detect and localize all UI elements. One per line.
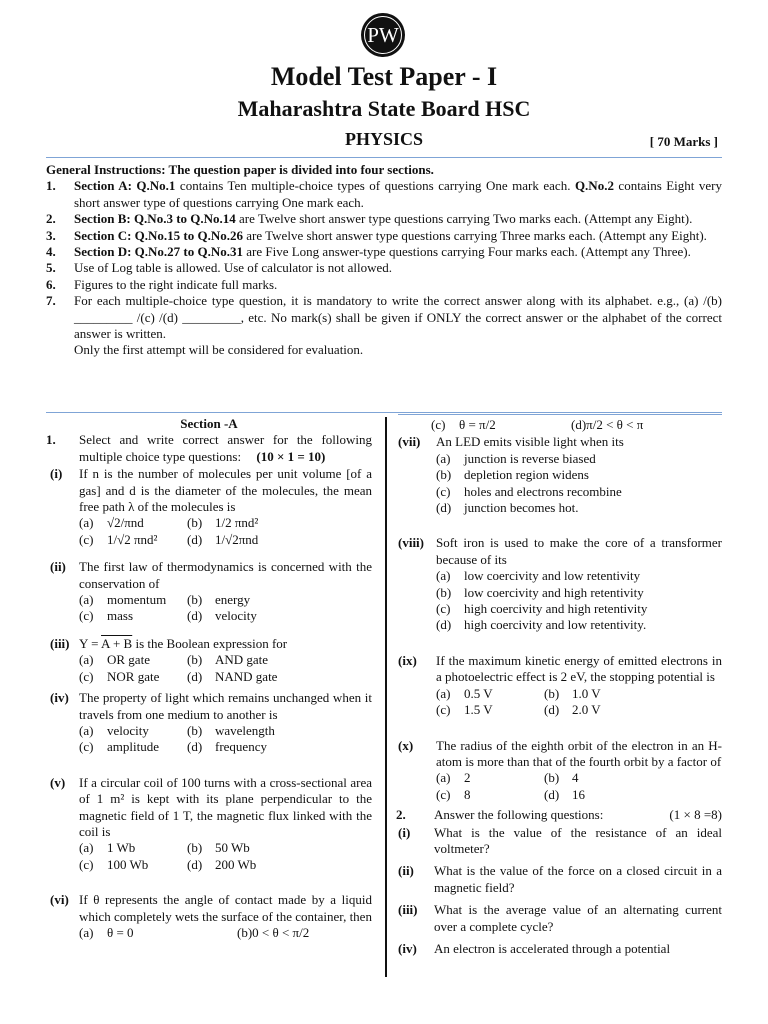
right-column-top-rule	[398, 414, 722, 415]
option-a: (a) junction is reverse biased	[436, 450, 596, 466]
instruction-item: 6. Figures to the right indicate full marks.	[46, 276, 278, 292]
option-b: (b) 50 Wb	[187, 840, 250, 856]
option-b: (b) 1/2 πnd²	[187, 515, 259, 531]
option-c: (c) mass	[79, 608, 133, 624]
subquestion-iii: (iii) Y = A + B is the Boolean expression for (a) OR gate (b) AND gate (c) NOR gate (d) NAND gate	[46, 636, 372, 685]
boolean-expression: Y = A + B	[79, 635, 133, 651]
subquestion-vi: (vi) If θ represents the angle of contact made by a liquid which completely wets the surface of the container, then (a) θ = 0 (b) 0 < θ < π/2	[50, 892, 372, 940]
instruction-note: Only the first attempt will be considered for evaluation.	[74, 342, 364, 358]
subquestion-i: (i) If n is the number of molecules per unit volume [of a gas] and d is the diameter of the molecules, the mean free path λ of the molecules is (a) √2/πnd (b) 1/2 πnd² (c) 1/√2 πnd² (d) 1/√2πnd	[50, 466, 372, 547]
paper-title: Model Test Paper - I	[270, 62, 498, 91]
q2-subquestion-ii: (ii) What is the value of the force on a closed circuit in a magnetic field?	[398, 863, 722, 895]
option-d: (d) NAND gate	[187, 668, 278, 684]
instruction-item: 4. Section D: Q.No.27 to Q.No.31 are Five Long answer-type questions carrying Four marks each. (Attempt any Three).	[46, 244, 691, 260]
instructions-divider	[46, 412, 722, 413]
instruction-item: 1. Section A: Q.No.1 contains Ten multiple-choice types of questions carrying One mark each. Q.No.2 contains Eight very short answer type of questions carrying One mark each.	[46, 178, 722, 210]
option-b: (b) 4	[544, 770, 579, 786]
option-b: (b) wavelength	[187, 722, 275, 738]
option-b: (b) 0 < θ < π/2	[237, 924, 310, 940]
subquestion-ix: (ix) If the maximum kinetic energy of emitted electrons in a photoelectric effect is 2 eV, the stopping potential is (a) 0.5 V (b) 1.0 V (c) 1.5 V (d) 2.0 V	[398, 652, 722, 718]
option-c: (c) amplitude	[79, 739, 159, 755]
instruction-item: 3. Section C: Q.No.15 to Q.No.26 are Twelve short answer type questions carrying Three marks each. (Attempt any Eight).	[46, 227, 707, 243]
option-a: (a) low coercivity and low retentivity	[436, 568, 641, 584]
option-a: (a) momentum	[79, 592, 167, 608]
option-a: (a) √2/πnd	[79, 515, 144, 531]
instructions-heading: General Instructions: The question paper is divided into four sections.	[46, 162, 434, 177]
question-1: 1. Select and write correct answer for the following multiple choice type questions: (10 × 1 = 10)	[46, 432, 372, 464]
subquestion-ii: (ii) The first law of thermodynamics is concerned with the conservation of (a) momentum (b) energy (c) mass (d) velocity	[50, 559, 372, 624]
q2-subquestion-iii: (iii) What is the average value of an alternating current over a complete cycle?	[398, 902, 722, 934]
option-b: (b) depletion region widens	[436, 467, 589, 483]
option-d: (d) high coercivity and low retentivity.	[436, 617, 647, 633]
q2-subquestion-i: (i) What is the value of the resistance of an ideal voltmeter?	[398, 824, 722, 856]
logo-text: PW	[367, 22, 399, 47]
instruction-item: 7. For each multiple-choice type question, it is mandatory to write the correct answer along with its alphabet. e.g., (a) /(b) _________ /(c) /(d) _________, etc. No mark(s) shall be given if ONLY the correct answer or the alphabet of the correct answer is written.	[46, 293, 722, 342]
instruction-item: 2. Section B: Q.No.3 to Q.No.14 are Twelve short answer type questions carrying Two marks each. (Attempt any Eight).	[46, 211, 693, 227]
option-d: (d) velocity	[187, 608, 257, 624]
option-c: (c) high coercivity and high retentivity	[436, 601, 648, 617]
option-d: (d) frequency	[187, 739, 267, 755]
option-c: (c) NOR gate	[79, 668, 160, 684]
option-b: (b) low coercivity and high retentivity	[436, 584, 644, 600]
option-a: (a) 2	[436, 770, 471, 786]
pw-logo	[361, 13, 405, 57]
option-a: (a) θ = 0	[79, 924, 134, 940]
option-d: (d) 1/√2πnd	[187, 531, 259, 547]
option-d: (d) 16	[544, 786, 585, 802]
question-marks: (10 × 1 = 10)	[256, 448, 326, 464]
option-d: (d) 200 Wb	[187, 856, 257, 872]
option-b: (b) AND gate	[187, 652, 269, 668]
option-d: (d) junction becomes hot.	[436, 500, 579, 516]
option-c: (c) θ = π/2	[431, 417, 496, 432]
subquestion-v: (v) If a circular coil of 100 turns with a cross-sectional area of 1 m² is kept with its plane perpendicular to the magnetic field of 1 T, the magnetic flux linked with the coil is (a) 1 Wb (b) 50 Wb (c) 100 Wb (d) 200 Wb	[50, 774, 372, 872]
option-b: (b) 1.0 V	[544, 685, 601, 701]
q2-subquestion-iv: (iv) An electron is accelerated through a potential	[398, 940, 671, 956]
left-column	[46, 416, 372, 941]
subquestion-iv: (iv) The property of light which remains unchanged when it travels from one medium to another is (a) velocity (b) wavelength (c) amplitude (d) frequency	[50, 690, 372, 755]
right-column	[398, 416, 722, 957]
option-c: (c) 1.5 V	[436, 702, 493, 718]
subquestion-vi-continued	[398, 417, 722, 433]
subquestion-x: (x) The radius of the eighth orbit of the electron in an H-atom is more than that of the fourth orbit by a factor of (a) 2 (b) 4 (c) 8 (d) 16	[398, 737, 722, 802]
header-divider	[46, 157, 722, 158]
option-a: (a) 0.5 V	[436, 685, 493, 701]
option-a: (a) OR gate	[79, 652, 150, 668]
question-2: 2. Answer the following questions: (1 × 8 =8)	[396, 807, 722, 823]
option-d: (d) π/2 < θ < π	[571, 417, 644, 432]
subquestion-viii: (viii) Soft iron is used to make the core of a transformer because of its (a) low coercivity and low retentivity (b) low coercivity and high retentivity (c) high coercivity and high retentivity (d) high coercivity and low retentivity.	[398, 535, 722, 633]
general-instructions	[46, 162, 722, 359]
subject-name: PHYSICS	[344, 129, 424, 149]
option-d: (d) 2.0 V	[544, 702, 601, 718]
question-marks: (1 × 8 =8)	[669, 807, 722, 823]
option-c: (c) holes and electrons recombine	[436, 483, 622, 499]
option-c: (c) 100 Wb	[79, 856, 149, 872]
instruction-item: 5. Use of Log table is allowed. Use of calculator is not allowed.	[46, 260, 393, 276]
option-b: (b) energy	[187, 592, 251, 608]
option-c: (c) 1/√2 πnd²	[79, 531, 158, 547]
board-name: Maharashtra State Board HSC	[237, 96, 531, 121]
subquestion-vii: (vii) An LED emits visible light when its (a) junction is reverse biased (b) depletion region widens (c) holes and electrons recombine (d) junction becomes hot.	[398, 434, 722, 516]
option-c: (c) 8	[436, 786, 471, 802]
total-marks: [ 70 Marks ]	[649, 134, 718, 149]
column-divider	[385, 417, 387, 977]
option-a: (a) 1 Wb	[79, 840, 136, 856]
section-a-title: Section -A	[180, 416, 238, 431]
option-a: (a) velocity	[79, 722, 149, 738]
